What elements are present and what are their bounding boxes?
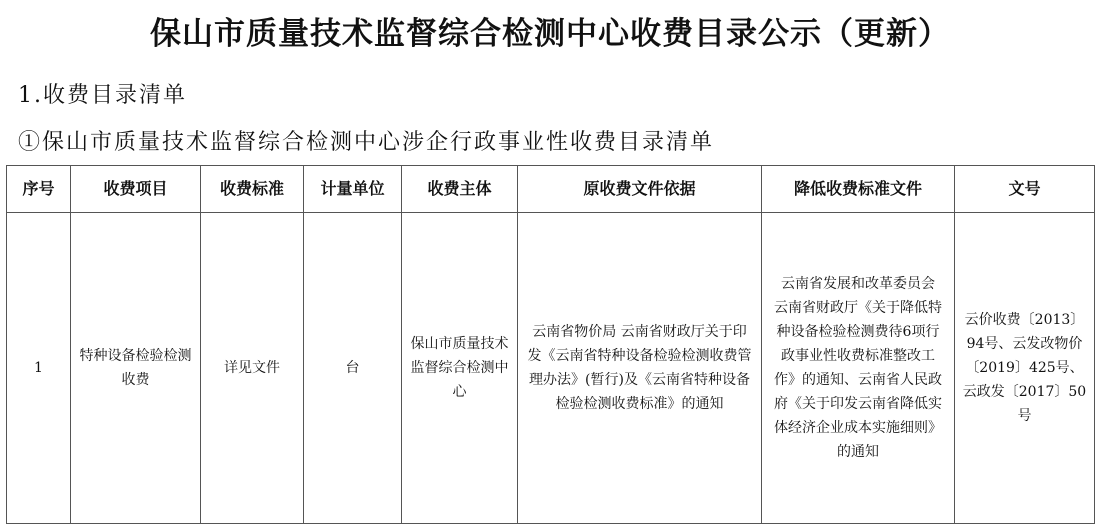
reduction-doc-text: 云南省发展和改革委员会 云南省财政厅《关于降低特种设备检验检测费待6项行政事业性收费标准整改工作》的通知、云南省人民政府《关于印发云南省降低实体经济企业成本实施细则》的通知 [774, 276, 942, 460]
header-unit: 计量单位 [304, 166, 402, 213]
cell-fee-standard: 详见文件 [201, 213, 304, 524]
fee-item-text: 特种设备检验检测收费 [79, 348, 192, 388]
cell-reduction-doc [762, 213, 955, 524]
section-heading: 1.收费目录清单 [18, 83, 187, 108]
table-row [7, 213, 1095, 524]
cell-unit: 台 [304, 213, 402, 524]
cell-original-basis [518, 213, 762, 524]
table-header-row [7, 166, 1095, 213]
header-fee-standard: 收费标准 [201, 166, 304, 213]
cell-fee-item [71, 213, 201, 524]
cell-doc-number [955, 213, 1095, 524]
fee-catalog-table [6, 165, 1095, 524]
header-reduction-doc: 降低收费标准文件 [762, 166, 955, 213]
subsection-heading: ①保山市质量技术监督综合检测中心涉企行政事业性收费目录清单 [18, 130, 715, 155]
header-index: 序号 [7, 166, 71, 213]
document-title: 保山市质量技术监督综合检测中心收费目录公示（更新） [150, 16, 950, 52]
fee-subject-text: 保山市质量技术监督综合检测中心 [410, 336, 509, 400]
doc-number-text: 云价收费〔2013〕94号、云发改物价〔2019〕425号、云政发〔2017〕50号 [962, 312, 1087, 424]
original-basis-text: 云南省物价局 云南省财政厅关于印发《云南省特种设备检验检测收费管理办法》(暂行)及《云南省特种设备检验检测收费标准》的通知 [527, 324, 752, 412]
cell-index: 1 [7, 213, 71, 524]
header-fee-subject: 收费主体 [402, 166, 518, 213]
header-fee-item: 收费项目 [71, 166, 201, 213]
header-original-basis: 原收费文件依据 [518, 166, 762, 213]
header-doc-number: 文号 [955, 166, 1095, 213]
cell-fee-subject [402, 213, 518, 524]
